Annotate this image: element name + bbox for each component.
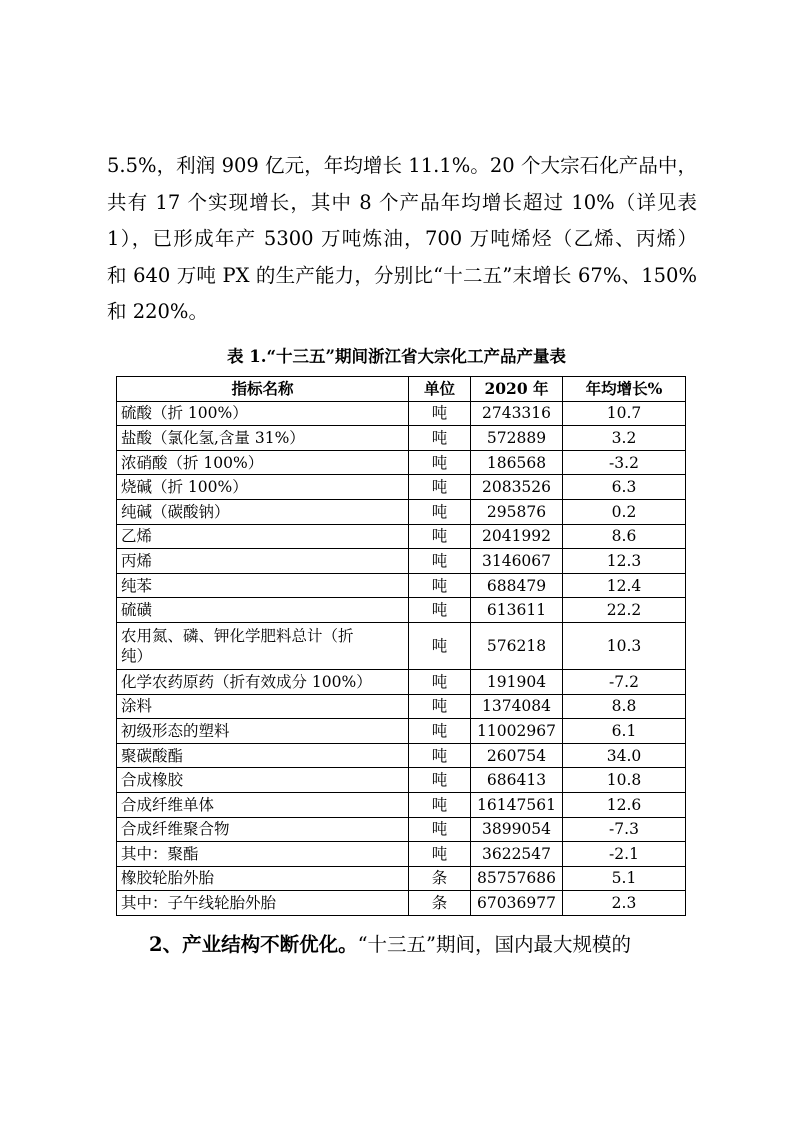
table-row [117,694,686,719]
unit: 条 [409,891,471,916]
table-row [117,817,686,842]
output-2020: 576218 [471,622,563,669]
table-row [117,549,686,574]
table-row [117,426,686,451]
indicator-name: 硫磺 [117,598,409,623]
output-2020: 1374084 [471,694,563,719]
unit: 吨 [409,475,471,500]
table-row [117,598,686,623]
table-row [117,866,686,891]
indicator-name [117,622,409,669]
annual-growth: 6.1 [563,719,686,744]
indicator-name: 盐酸（氯化氢,含量 31%） [117,426,409,451]
unit: 吨 [409,694,471,719]
unit: 吨 [409,669,471,694]
unit: 吨 [409,549,471,574]
output-2020: 2743316 [471,401,563,426]
output-2020: 16147561 [471,792,563,817]
unit: 吨 [409,622,471,669]
indicator-name: 硫酸（折 100%） [117,401,409,426]
intro-line: 和 220%。 [107,300,208,324]
table-row [117,499,686,524]
table-row [117,475,686,500]
indicator-name: 纯碱（碳酸钠） [117,499,409,524]
unit: 吨 [409,842,471,867]
indicator-name: 聚碳酸酯 [117,743,409,768]
annual-growth: 10.7 [563,401,686,426]
output-2020: 295876 [471,499,563,524]
output-2020: 688479 [471,573,563,598]
indicator-name: 化学农药原药（折有效成分 100%） [117,669,409,694]
header-unit: 单位 [409,377,471,402]
annual-growth: 8.6 [563,524,686,549]
indicator-name: 橡胶轮胎外胎 [117,866,409,891]
annual-growth: 2.3 [563,891,686,916]
indicator-name: 合成纤维单体 [117,792,409,817]
output-2020: 572889 [471,426,563,451]
table-row [117,524,686,549]
section-text: “十三五”期间，国内最大规模的 [357,933,632,956]
output-2020: 3622547 [471,842,563,867]
output-2020: 2083526 [471,475,563,500]
output-2020: 260754 [471,743,563,768]
indicator-name: 纯苯 [117,573,409,598]
unit: 吨 [409,524,471,549]
intro-line: 1），已形成年产 5300 万吨炼油，700 万吨烯烃（乙烯、丙烯） [107,227,697,251]
header-annual-growth: 年均增长% [563,377,686,402]
intro-paragraph [107,148,697,331]
output-2020: 3146067 [471,549,563,574]
unit: 吨 [409,719,471,744]
unit: 条 [409,866,471,891]
header-indicator-name: 指标名称 [117,377,409,402]
header-year-2020: 2020 年 [471,377,563,402]
output-2020: 85757686 [471,866,563,891]
table-header-row [117,377,686,402]
annual-growth: 3.2 [563,426,686,451]
output-2020: 186568 [471,450,563,475]
table-row [117,842,686,867]
annual-growth: -7.2 [563,669,686,694]
unit: 吨 [409,401,471,426]
annual-growth: 12.3 [563,549,686,574]
indicator-name: 乙烯 [117,524,409,549]
annual-growth: -3.2 [563,450,686,475]
table-row [117,622,686,669]
indicator-name-line: 纯） [121,646,153,665]
table-row [117,401,686,426]
annual-growth: 8.8 [563,694,686,719]
annual-growth: 6.3 [563,475,686,500]
output-2020: 686413 [471,768,563,793]
indicator-name: 合成纤维聚合物 [117,817,409,842]
unit: 吨 [409,792,471,817]
annual-growth: 10.3 [563,622,686,669]
output-2020: 2041992 [471,524,563,549]
indicator-name: 初级形态的塑料 [117,719,409,744]
table-row [117,792,686,817]
table-row [117,891,686,916]
output-2020: 3899054 [471,817,563,842]
unit: 吨 [409,598,471,623]
annual-growth: 0.2 [563,499,686,524]
table-row [117,719,686,744]
indicator-name: 其中：子午线轮胎外胎 [117,891,409,916]
indicator-name: 涂料 [117,694,409,719]
section-line [107,927,697,964]
unit: 吨 [409,768,471,793]
indicator-name: 合成橡胶 [117,768,409,793]
table-row [117,573,686,598]
unit: 吨 [409,743,471,768]
annual-growth: -2.1 [563,842,686,867]
annual-growth: 10.8 [563,768,686,793]
table-row [117,669,686,694]
annual-growth: 5.1 [563,866,686,891]
indicator-name: 丙烯 [117,549,409,574]
annual-growth: 22.2 [563,598,686,623]
table-row [117,743,686,768]
annual-growth: 12.4 [563,573,686,598]
indicator-name: 其中：聚酯 [117,842,409,867]
annual-growth: 12.6 [563,792,686,817]
unit: 吨 [409,573,471,598]
unit: 吨 [409,817,471,842]
section-paragraph [107,927,697,964]
output-2020: 67036977 [471,891,563,916]
unit: 吨 [409,450,471,475]
output-2020: 11002967 [471,719,563,744]
section-heading: 2、产业结构不断优化。 [149,933,358,956]
unit: 吨 [409,426,471,451]
output-2020: 613611 [471,598,563,623]
table-caption: 表 1.“十三五”期间浙江省大宗化工产品产量表 [227,347,566,366]
output-2020: 191904 [471,669,563,694]
indicator-name: 烧碱（折 100%） [117,475,409,500]
intro-line: 5.5%，利润 909 亿元，年均增长 11.1%。20 个大宗石化产品中， [107,154,697,177]
intro-line: 和 640 万吨 PX 的生产能力，分别比“十二五”末增长 67%、150% [107,263,697,287]
unit: 吨 [409,499,471,524]
production-table [116,376,686,916]
indicator-name-line: 农用氮、磷、钾化学肥料总计（折 [121,626,354,645]
annual-growth: 34.0 [563,743,686,768]
intro-line: 共有 17 个实现增长，其中 8 个产品年均增长超过 10%（详见表 [107,190,697,214]
indicator-name: 浓硝酸（折 100%） [117,450,409,475]
table-row [117,768,686,793]
table-row [117,450,686,475]
annual-growth: -7.3 [563,817,686,842]
